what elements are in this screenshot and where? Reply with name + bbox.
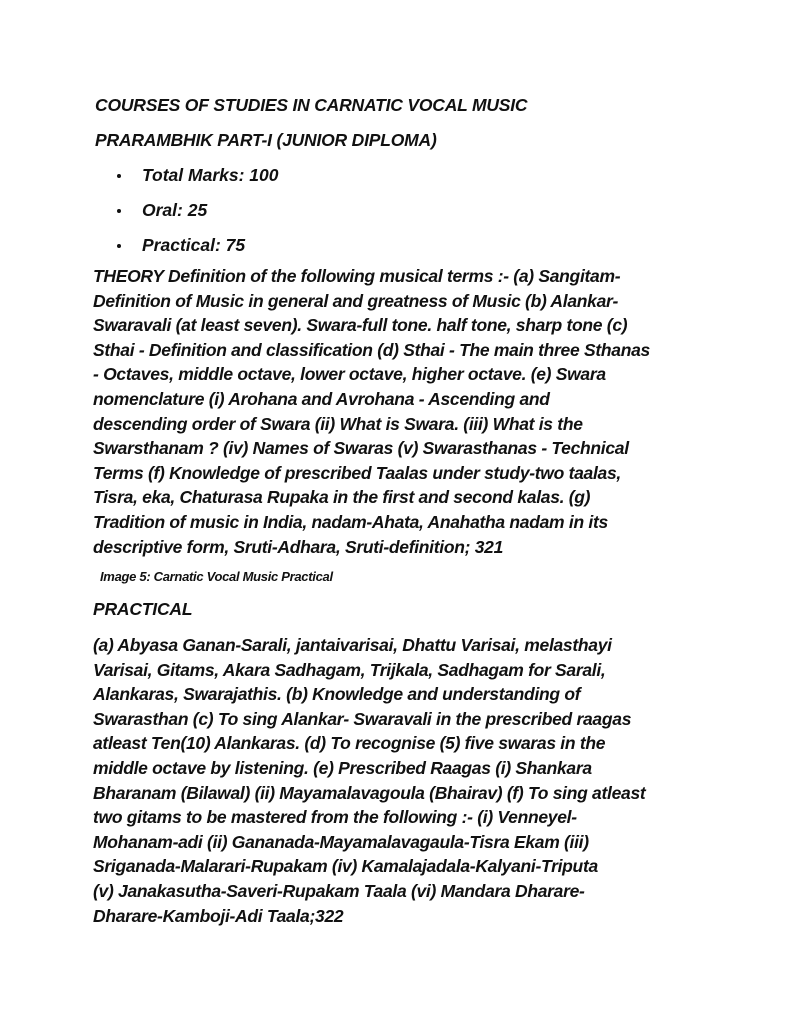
practical-line: (v) Janakasutha-Saveri-Rupakam Taala (vi) Mandara Dharare- [93,880,585,901]
theory-line: Tradition of music in India, nadam-Ahata, Anahatha nadam in its [93,511,608,532]
theory-line: THEORY Definition of the following musical terms :- (a) Sangitam- [93,266,621,286]
bullet-icon [117,209,121,213]
practical-line: Sriganada-Malarari-Rupakam (iv) Kamalajadala-Kalyani-Triputa [93,856,598,877]
practical-heading: PRACTICAL [93,599,193,619]
theory-paragraph [93,264,650,559]
practical-line: Varisai, Gitams, Akara Sadhagam, Trijkala, Sadhagam for Sarali, [93,659,606,680]
image-caption: Image 5: Carnatic Vocal Music Practical [100,569,333,584]
document-subtitle: PRARAMBHIK PART-I (JUNIOR DIPLOMA) [95,130,437,150]
practical-line: middle octave by listening. (e) Prescribed Raagas (i) Shankara [93,757,592,778]
theory-line: Tisra, eka, Chaturasa Rupaka in the first and second kalas. (g) [93,487,591,508]
theory-line: Terms (f) Knowledge of prescribed Taalas under study-two taalas, [93,462,621,483]
practical-paragraph [93,633,645,928]
theory-line: descending order of Swara (ii) What is Swara. (iii) What is the [93,413,583,434]
practical-line: Mohanam-adi (ii) Gananada-Mayamalavagaula-Tisra Ekam (iii) [93,831,589,852]
theory-line: Swarsthanam ? (iv) Names of Swaras (v) Swarasthanas - Technical [93,438,629,459]
theory-line: - Octaves, middle octave, lower octave, higher octave. (e) Swara [93,364,606,385]
theory-line: nomenclature (i) Arohana and Avrohana - Ascending and [93,388,550,409]
theory-line: descriptive form, Sruti-Adhara, Sruti-definition; 321 [93,536,503,557]
practical-line: Swarasthan (c) To sing Alankar- Swaravali in the prescribed raagas [93,708,632,729]
bullet-icon [117,244,121,248]
practical-line: Alankaras, Swarajathis. (b) Knowledge and understanding of [93,684,581,705]
theory-line: Sthai - Definition and classification (d) Sthai - The main three Sthanas [93,339,650,360]
practical-line: Dharare-Kamboji-Adi Taala;322 [93,905,344,926]
bullet-icon [117,174,121,178]
document-title: COURSES OF STUDIES IN CARNATIC VOCAL MUSIC [95,95,528,115]
theory-line: Swaravali (at least seven). Swara-full tone. half tone, sharp tone (c) [93,315,628,336]
practical-line: atleast Ten(10) Alankaras. (d) To recognise (5) five swaras in the [93,733,606,754]
theory-line: Definition of Music in general and greatness of Music (b) Alankar- [93,290,619,311]
document-page: COURSES OF STUDIES IN CARNATIC VOCAL MUSIC PRARAMBHIK PART-I (JUNIOR DIPLOMA) Total Marks: 100 Oral: 25 Practical: 75 THEORY Definition of the following musical terms :- (a) Sangitam- Definition of Music in general and greatness of Music (b) Alankar- Swaravali (at least seven). Swara-full tone. half tone, sharp tone (c) Sthai - Definition and classification (d) Sthai - The main three Sthanas - Octaves, middle octave, lower octave, higher octave. (e) Swara nomenclature (i) Arohana and Avrohana - Ascending and descending order of Swara (ii) What is Swara. (iii) What is the Swarsthanam ? (iv) Names of Swaras (v) Swarasthanas - Technical Terms (f) Knowledge of prescribed Taalas under study-two taalas, Tisra, eka, Chaturasa Rupaka in the first and second kalas. (g) Tradition of music in India, nadam-Ahata, Anahatha nadam in its descriptive form, Sruti-Adhara, Sruti-definition; 321 Image 5: Carnatic Vocal Music Practical PRACTICAL (a) Abyasa Ganan-Sarali, jantaivarisai, Dhattu Varisai, melasthayi Varisai, Gitams, Akara Sadhagam, Trijkala, Sadhagam for Sarali, Alankaras, Swarajathis. (b) Knowledge and understanding of Swarasthan (c) To sing Alankar- Swaravali in the prescribed raagas atleast Ten(10) Alankaras. (d) To recognise (5) five swaras in the middle octave by listening. (e) Prescribed Raagas (i) Shankara Bharanam (Bilawal) (ii) Mayamalavagoula (Bhairav) (f) To sing atleast two gitams to be mastered from the following :- (i) Venneyel- Mohanam-adi (ii) Gananada-Mayamalavagaula-Tisra Ekam (iii) Sriganada-Malarari-Rupakam (iv) Kamalajadala-Kalyani-Triputa (v) Janakasutha-Saveri-Rupakam Taala (vi) Mandara Dharare- Dharare-Kamboji-Adi Taala;322 [0,0,791,1024]
practical-line: two gitams to be mastered from the following :- (i) Venneyel- [93,807,577,828]
practical-line: Bharanam (Bilawal) (ii) Mayamalavagoula (Bhairav) (f) To sing atleast [93,782,646,803]
practical-line: (a) Abyasa Ganan-Sarali, jantaivarisai, Dhattu Varisai, melasthayi [93,635,612,655]
